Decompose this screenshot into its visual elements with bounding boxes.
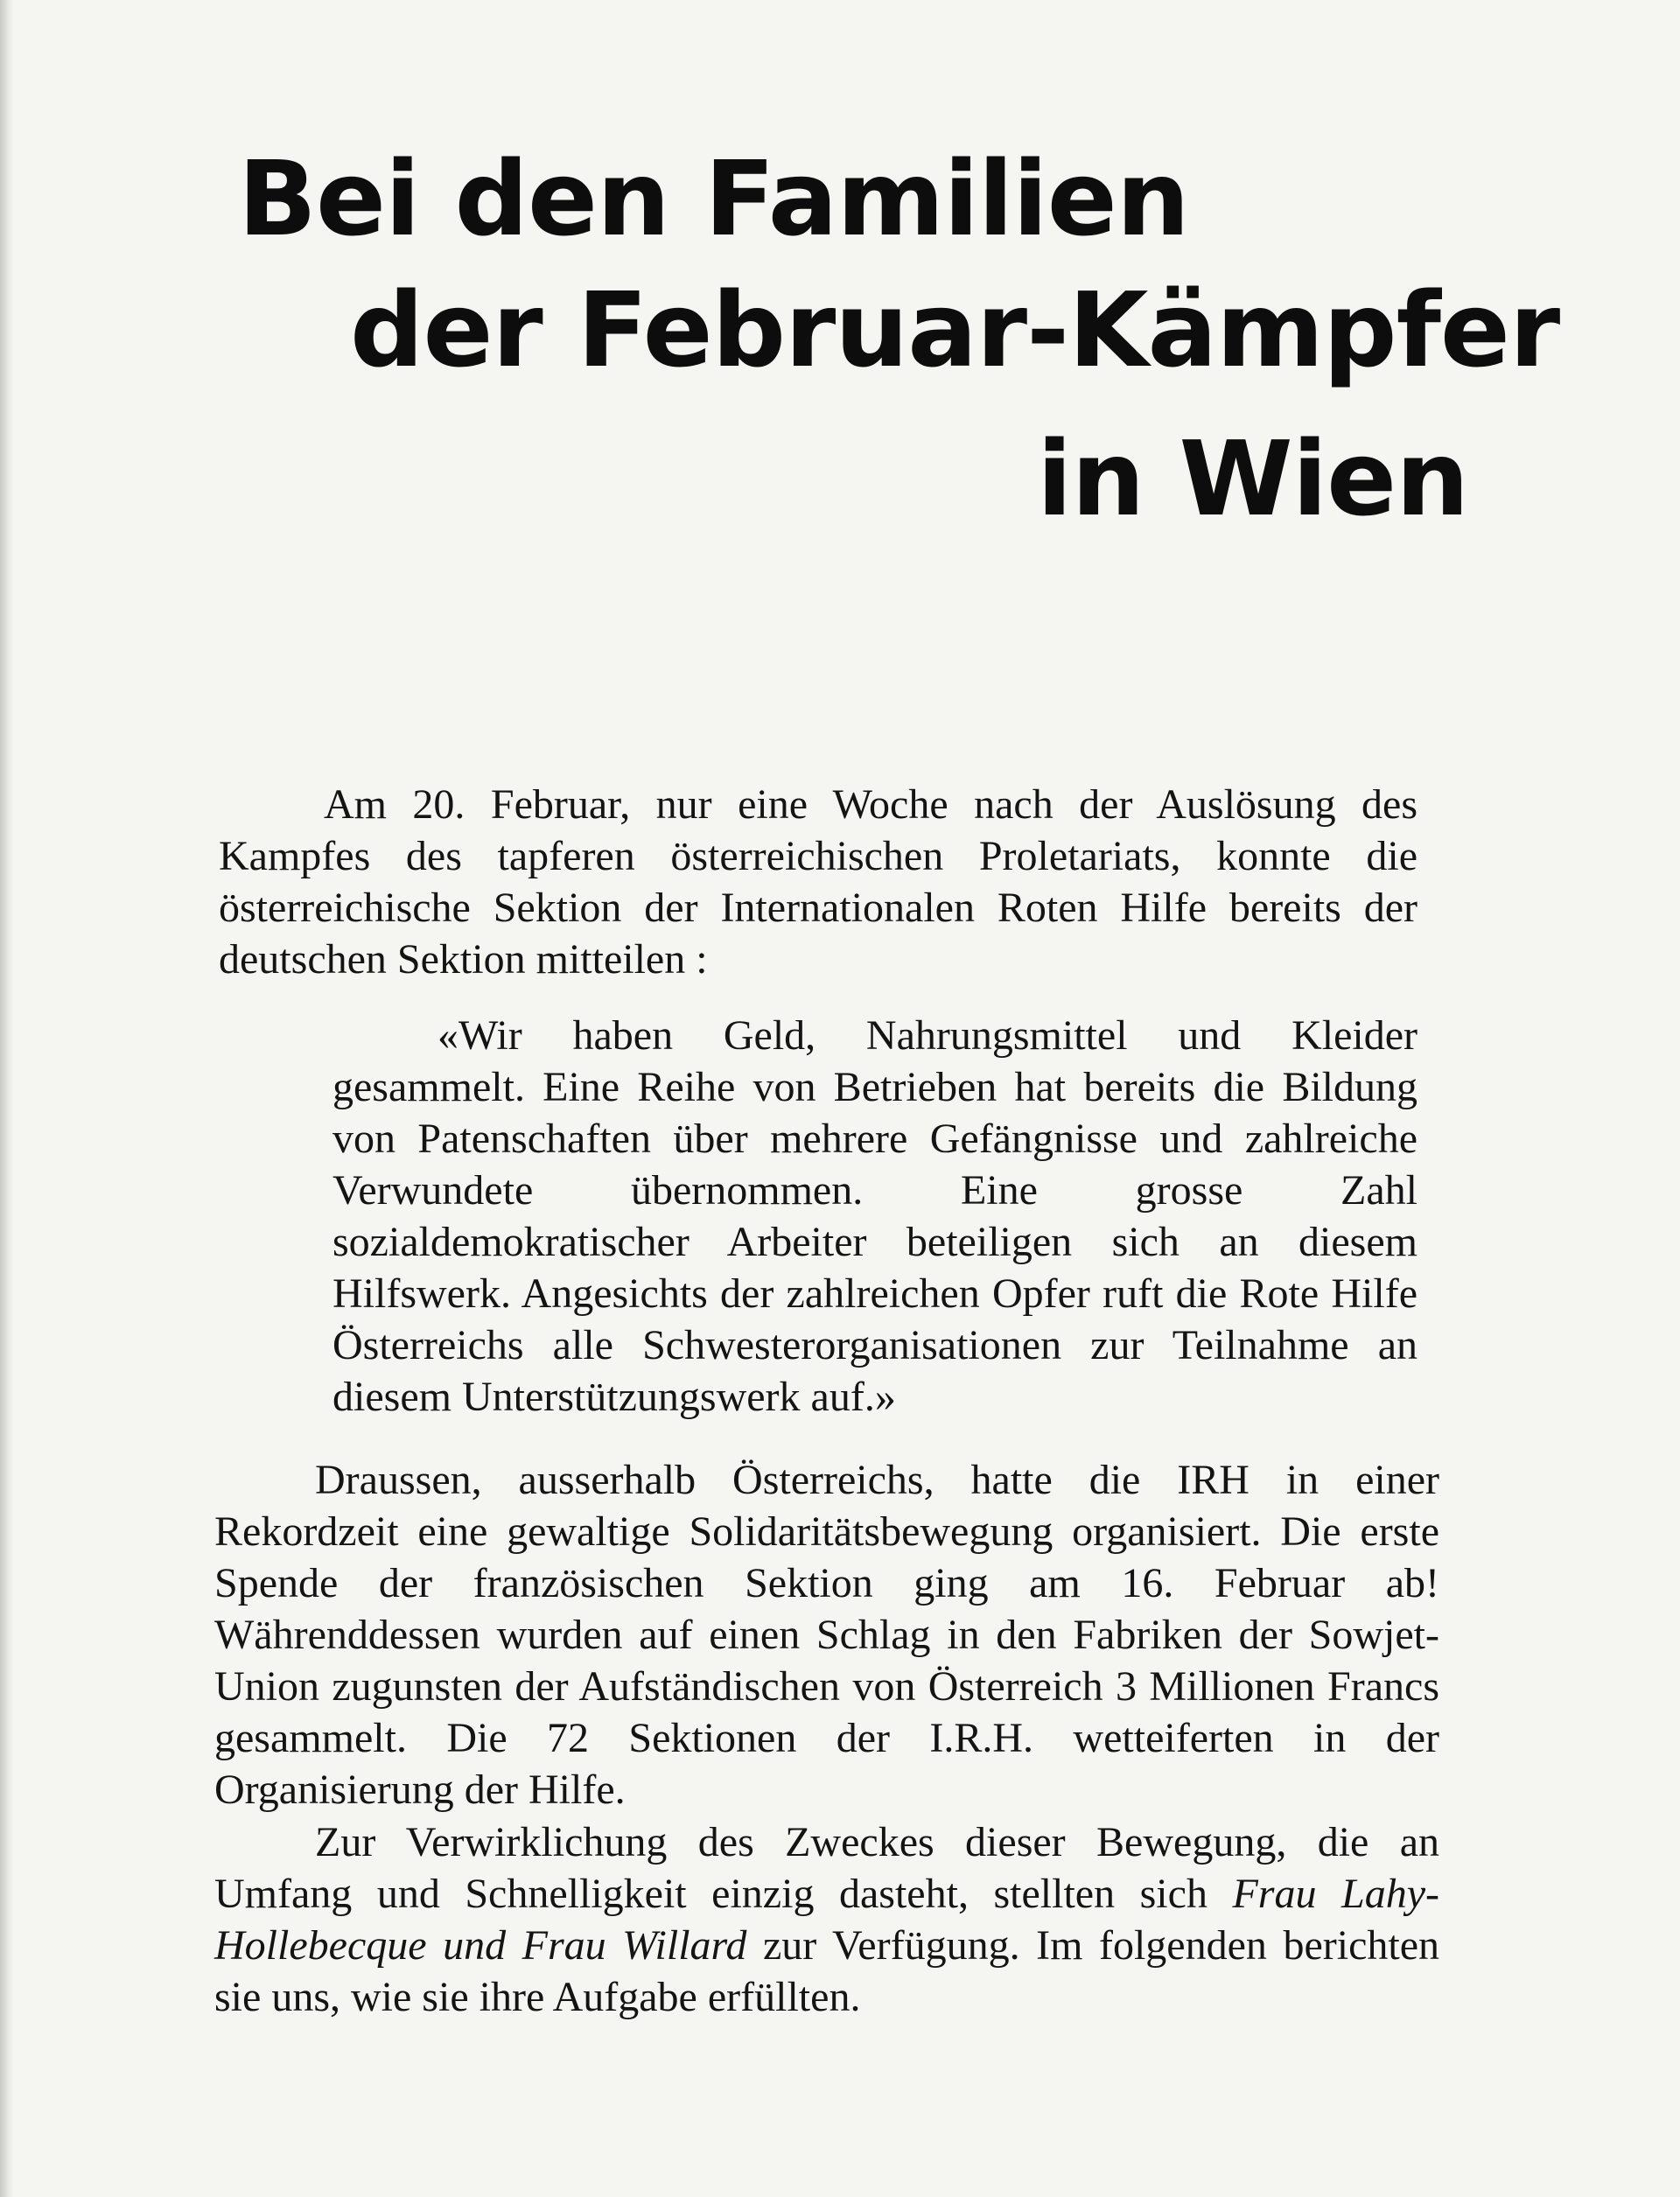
closing-paragraph (214, 1816, 1439, 2023)
closing-paragraph-start: Zur Verwirklichung des Zweckes dieser Bewegung, die an Umfang und Schnelligkeit einzig dasteht, stellten sich (214, 1819, 1439, 1917)
quoted-message (332, 1010, 1418, 1423)
title-line-1: Bei den Familien (238, 138, 1189, 259)
quoted-message-text: «Wir haben Geld, Nahrungsmittel und Kleider gesammelt. Eine Reihe von Betrieben hat bereits die Bildung von Patenschaften über mehrere Gefängnisse und zahlreiche Verwundete übernommen. Eine grosse Zahl sozialdemokratischer Arbeiter beteiligen sich an diesem Hilfswerk. Angesichts der zahlreichen Opfer ruft die Rote Hilfe Österreichs alle Schwesterorganisationen zur Teilnahme an diesem Unterstützungswerk auf.» (332, 1012, 1418, 1420)
title-line-2: der Februar-Kämpfer (350, 269, 1560, 390)
title-line-3: in Wien (1037, 418, 1469, 539)
closing-paragraph-end: zur Verfügung. Im folgenden berichten sie uns, wie sie ihre Aufgabe erfüllten. (214, 1922, 1440, 2020)
closing-paragraph-text (214, 1816, 1439, 2023)
page-edge-shadow (0, 0, 14, 2197)
intro-paragraph (219, 779, 1418, 985)
solidarity-paragraph-text: Draussen, ausserhalb Österreichs, hatte die IRH in einer Rekordzeit eine gewaltige Solidaritätsbewegung organisiert. Die erste Spende der französischen Sektion ging am 16. Februar ab! Währenddessen wurden auf einen Schlag in den Fabriken der Sowjet-Union zugunsten der Aufständischen von Österreich 3 Millionen Francs gesammelt. Die 72 Sektionen der I.R.H. wetteiferten in der Organisierung der Hilfe. (214, 1457, 1439, 1813)
solidarity-paragraph (214, 1454, 1439, 1816)
intro-paragraph-text: Am 20. Februar, nur eine Woche nach der Auslösung des Kampfes des tapferen österreichischen Proletariats, konnte die österreichische Sektion der Internationalen Roten Hilfe bereits der deutschen Sektion mitteilen : (219, 781, 1418, 983)
reporter-names: Frau Lahy-Hollebecque und Frau Willard (214, 1871, 1439, 1969)
